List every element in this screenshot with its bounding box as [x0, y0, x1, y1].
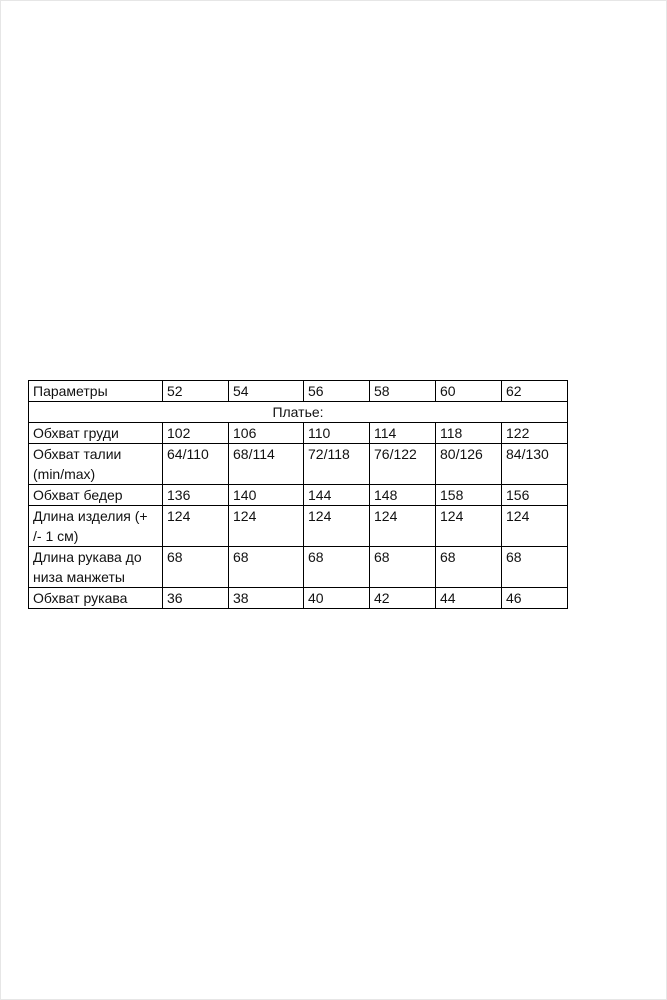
value-cell: 36 — [163, 588, 229, 609]
value-cell: 68 — [163, 547, 229, 588]
table-row — [29, 588, 568, 609]
value-cell: 68/114 — [229, 444, 304, 485]
size-header-cell: 62 — [502, 381, 568, 402]
table-row — [29, 423, 568, 444]
value-cell: 110 — [304, 423, 370, 444]
value-cell: 72/118 — [304, 444, 370, 485]
value-cell: 156 — [502, 485, 568, 506]
value-cell: 76/122 — [370, 444, 436, 485]
section-title-cell: Платье: — [29, 402, 568, 423]
value-cell: 68 — [370, 547, 436, 588]
row-label-cell: Обхват бедер — [29, 485, 163, 506]
value-cell: 80/126 — [436, 444, 502, 485]
row-label-cell: Длина изделия (+ /- 1 см) — [29, 506, 163, 547]
value-cell: 118 — [436, 423, 502, 444]
size-header-cell: 58 — [370, 381, 436, 402]
value-cell: 124 — [229, 506, 304, 547]
value-cell: 148 — [370, 485, 436, 506]
row-label-cell: Длина рукава до низа манжеты — [29, 547, 163, 588]
value-cell: 40 — [304, 588, 370, 609]
row-label-cell: Обхват талии (min/max) — [29, 444, 163, 485]
size-header-cell: 60 — [436, 381, 502, 402]
value-cell: 68 — [436, 547, 502, 588]
size-header-cell: 56 — [304, 381, 370, 402]
value-cell: 122 — [502, 423, 568, 444]
table-row — [29, 485, 568, 506]
table-row — [29, 547, 568, 588]
value-cell: 38 — [229, 588, 304, 609]
value-cell: 68 — [304, 547, 370, 588]
value-cell: 42 — [370, 588, 436, 609]
value-cell: 102 — [163, 423, 229, 444]
table-row — [29, 506, 568, 547]
value-cell: 44 — [436, 588, 502, 609]
value-cell: 68 — [229, 547, 304, 588]
value-cell: 68 — [502, 547, 568, 588]
header-row — [29, 381, 568, 402]
value-cell: 136 — [163, 485, 229, 506]
value-cell: 114 — [370, 423, 436, 444]
row-label-cell: Обхват груди — [29, 423, 163, 444]
value-cell: 124 — [370, 506, 436, 547]
value-cell: 140 — [229, 485, 304, 506]
value-cell: 124 — [304, 506, 370, 547]
size-header-cell: 52 — [163, 381, 229, 402]
size-chart-table — [28, 380, 568, 609]
value-cell: 46 — [502, 588, 568, 609]
header-label-cell: Параметры — [29, 381, 163, 402]
value-cell: 144 — [304, 485, 370, 506]
section-row — [29, 402, 568, 423]
value-cell: 124 — [436, 506, 502, 547]
table-row — [29, 444, 568, 485]
value-cell: 124 — [502, 506, 568, 547]
value-cell: 84/130 — [502, 444, 568, 485]
row-label-cell: Обхват рукава — [29, 588, 163, 609]
value-cell: 158 — [436, 485, 502, 506]
value-cell: 64/110 — [163, 444, 229, 485]
value-cell: 124 — [163, 506, 229, 547]
value-cell: 106 — [229, 423, 304, 444]
size-header-cell: 54 — [229, 381, 304, 402]
